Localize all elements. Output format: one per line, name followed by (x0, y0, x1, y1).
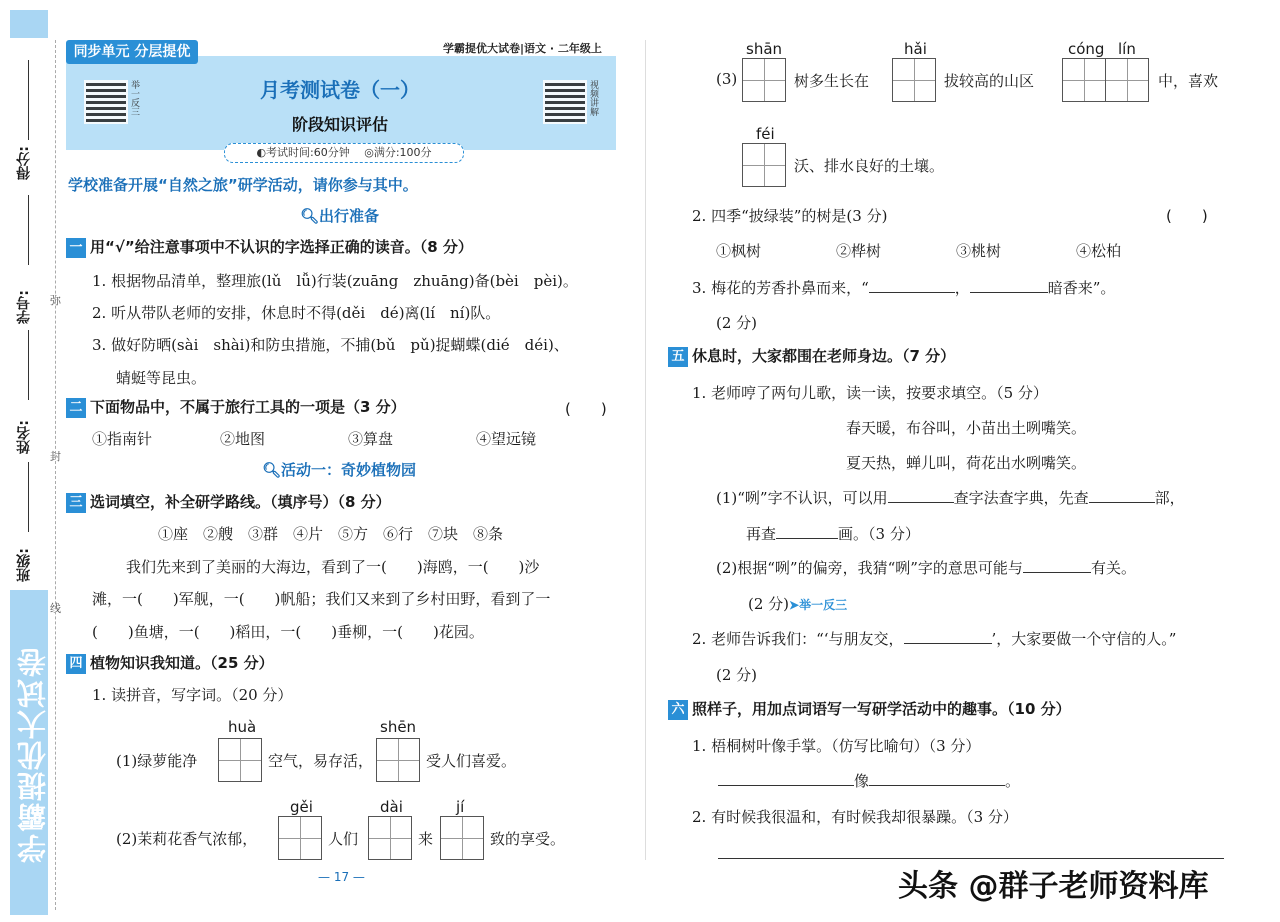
s1-item-4: 蜻蜓等昆虫。 (116, 369, 207, 387)
s4-sub3-mid1: 树多生长在 (794, 72, 870, 90)
s4-q3-part-b: ， (954, 279, 970, 297)
section-3-badge: 三 (66, 493, 86, 513)
pinyin-fei: féi (756, 125, 775, 143)
pinyin-ji: jí (456, 798, 465, 816)
s5-song-2: 夏天热，蝉儿叫，荷花出水咧嘴笑。 (846, 454, 1087, 472)
s5-q2-score: (2 分) (716, 666, 758, 684)
s4-q3 (692, 277, 1115, 298)
s1-item-3: 3. 做好防晒(sài shài)和防虫措施，不捕(bǔ pǔ)捉蝴蝶(dié déi)、 (92, 336, 569, 354)
s1-item-2: 2. 听从带队老师的安排，休息时不得(děi dé)离(lí ní)队。 (92, 304, 501, 322)
section-2-heading (66, 396, 406, 418)
section-4-heading (66, 652, 274, 674)
s2-option-4: ④望远镜 (476, 430, 537, 448)
activity-prep-label: 出行准备 (319, 207, 380, 225)
s4-q2-option-3: ③桃树 (956, 242, 1002, 260)
s6-q1-answer (718, 770, 1020, 791)
section-6-title: 照样子，用加点词语写一写研学活动中的趣事。（10 分） (692, 700, 1071, 718)
section-2-title: 下面物品中，不属于旅行工具的一项是（3 分） (90, 398, 406, 416)
s5-sub1 (716, 487, 1185, 508)
s5-sub1-blank-2[interactable] (1089, 502, 1155, 503)
s5-sub1-blank-1[interactable] (888, 502, 954, 503)
s3-line-1: 我们先来到了美丽的大海边，看到了一( )海鸥，一( )沙 (126, 558, 540, 576)
s4-q2-answer-blank[interactable]: ( ) (1166, 207, 1208, 225)
s4-q2-option-4: ④松柏 (1076, 242, 1122, 260)
pinyin-dai: dài (380, 798, 403, 816)
s6-q2: 2. 有时候我很温和，有时候我却很暴躁。（3 分） (692, 808, 1018, 826)
s4-sub3-prefix: (3) (716, 70, 738, 88)
s4-sub1-mid: 空气，易存活， (268, 752, 374, 770)
writing-box[interactable] (1062, 58, 1106, 102)
score-label: 得分: (16, 146, 32, 180)
page-title: 月考测试卷（一） (260, 78, 420, 102)
s6-q2-answer-line[interactable] (718, 858, 1224, 859)
activity-one-heading (262, 459, 416, 480)
pinyin-hua: huà (228, 718, 257, 736)
section-6-badge: 六 (668, 700, 688, 720)
section-2-badge: 二 (66, 398, 86, 418)
section-5-title: 休息时，大家都围在老师身边。（7 分） (692, 347, 956, 365)
writing-box[interactable] (1105, 58, 1149, 102)
pinyin-cong: cóng (1068, 40, 1105, 58)
section-4-title: 植物知识我知道。（25 分） (90, 654, 274, 672)
s5-sub1-d: 再查 (746, 525, 777, 543)
cut-mark-3: 线 (50, 602, 61, 615)
s5-sub2-a: (2)根据“咧”的偏旁，我猜“咧”字的意思可能与 (716, 559, 1023, 577)
s5-sub1-line2 (746, 523, 920, 544)
writing-box[interactable] (440, 816, 484, 860)
name-label: 姓名: (16, 420, 32, 454)
student-no-label: 学号: (16, 290, 32, 324)
s5-sub2-score: (2 分) (748, 595, 790, 613)
section-1-title: 用“√”给注意事项中不认识的字选择正确的读音。（8 分） (90, 238, 473, 256)
s2-option-3: ③算盘 (348, 430, 394, 448)
qr-left-caption: 举一反三 (129, 80, 139, 116)
s1-item-1: 1. 根据物品清单，整理旅(lǔ lǚ)行装(zuāng zhuāng)备(bèi pèi)。 (92, 272, 578, 290)
s4-q2-option-2: ②桦树 (836, 242, 882, 260)
s6-q1: 1. 梧桐树叶像手掌。（仿写比喻句）（3 分） (692, 737, 981, 755)
s5-q2-blank[interactable] (904, 643, 992, 644)
s4-q3-blank-2[interactable] (970, 292, 1048, 293)
section-5-heading (668, 345, 955, 367)
column-divider (645, 40, 646, 860)
s5-sub1-e: 画。（3 分） (838, 525, 920, 543)
cut-line (55, 40, 56, 910)
score-line (28, 195, 29, 265)
search-icon: 🔍︎ (262, 461, 282, 479)
s5-sub1-blank-3[interactable] (776, 538, 838, 539)
qr-right-caption: 视频讲解 (588, 80, 598, 116)
s4-q3-part-a: 3. 梅花的芳香扑鼻而来，“ (692, 279, 869, 297)
s4-q2-option-1: ①枫树 (716, 242, 762, 260)
cut-mark-1: 弥 (50, 294, 61, 307)
s6-q1-blank-2[interactable] (869, 785, 1005, 786)
s5-sub2-score-line (748, 593, 847, 614)
s4-q3-blank-1[interactable] (869, 292, 955, 293)
s5-sub1-b: 查字法查字典，先查 (953, 489, 1089, 507)
intro-text: 学校准备开展“自然之旅”研学活动，请你参与其中。 (68, 176, 418, 194)
s5-q1: 1. 老师哼了两句儿歌，读一读，按要求填空。（5 分） (692, 384, 1048, 402)
writing-box[interactable] (218, 738, 262, 782)
s4-sub2-mid2: 来 (418, 830, 434, 848)
activity-one-label: 活动一：奇妙植物园 (281, 461, 417, 479)
s4-q3-part-c: 暗香来”。 (1047, 279, 1116, 297)
section-6-heading (668, 698, 1071, 720)
s4-sub2-prefix: (2)茉莉花香气浓郁， (116, 830, 258, 848)
s5-sub2-blank[interactable] (1023, 572, 1091, 573)
s4-sub1-prefix: (1)绿萝能净 (116, 752, 198, 770)
page-subtitle: 阶段知识评估 (291, 115, 388, 134)
watermark: 头条 @群子老师资料库 (898, 869, 1209, 904)
s4-q3-score: (2 分) (716, 314, 758, 332)
s5-sub2-b: 有关。 (1090, 559, 1136, 577)
s6-q1-blank-1[interactable] (718, 785, 854, 786)
writing-box[interactable] (742, 143, 786, 187)
s4-sub2-mid1: 人们 (328, 830, 359, 848)
s3-line-2: 滩，一( )军舰，一( )帆船；我们又来到了乡村田野，看到了一 (92, 590, 551, 608)
s3-line-3: ( )鱼塘，一( )稻田，一( )垂柳，一( )花园。 (92, 623, 484, 641)
binding-gutter (0, 0, 62, 922)
s4-q2: 2. 四季“披绿装”的树是(3 分) (692, 207, 888, 225)
s4-sub2-suffix: 致的享受。 (490, 830, 566, 848)
name-line (28, 462, 29, 532)
brand-title: 学霸提优大试卷 (16, 646, 50, 864)
section-1-badge: 一 (66, 238, 86, 258)
section-4-badge: 四 (66, 654, 86, 674)
page-number: — 17 — (318, 870, 365, 884)
section-5-badge: 五 (668, 347, 688, 367)
s5-sub1-a: (1)“咧”字不认识，可以用 (716, 489, 888, 507)
s2-option-2: ②地图 (220, 430, 266, 448)
s6-q1-like: 像 (854, 772, 870, 790)
series-label: 学霸提优大试卷|语文 · 二年级上 (443, 42, 602, 55)
pinyin-shan: shān (746, 40, 783, 58)
s4-q1: 1. 读拼音，写字词。（20 分） (92, 686, 293, 704)
search-icon: 🔍︎ (300, 207, 320, 225)
pinyin-shen: shēn (380, 718, 417, 736)
s2-option-1: ①指南针 (92, 430, 153, 448)
writing-box[interactable] (892, 58, 936, 102)
student-no-line (28, 330, 29, 400)
writing-box[interactable] (278, 816, 322, 860)
s5-q2 (692, 628, 1176, 649)
s5-song-1: 春天暖，布谷叫，小苗出土咧嘴笑。 (846, 419, 1087, 437)
writing-box[interactable] (368, 816, 412, 860)
s4-sub1-suffix: 受人们喜爱。 (426, 752, 517, 770)
s4-sub3-suffix: 中，喜欢 (1158, 72, 1219, 90)
s5-sub2 (716, 557, 1136, 578)
section-1-heading (66, 236, 473, 258)
pinyin-lin: lín (1118, 40, 1136, 58)
s6-q1-end: 。 (1005, 772, 1021, 790)
pinyin-hai: hǎi (904, 40, 927, 58)
s2-answer-blank[interactable]: ( ) (565, 400, 607, 418)
activity-prep-heading (300, 205, 379, 226)
unit-tab: 同步单元 分层提优 (66, 40, 198, 64)
pinyin-gei: gěi (290, 798, 313, 816)
exam-info: ◐考试时间:60分钟 ◎满分:100分 (224, 143, 464, 163)
writing-box[interactable] (376, 738, 420, 782)
cut-mark-2: 封 (50, 450, 61, 463)
exam-header (66, 56, 616, 150)
s5-sub2-tag: ➤举一反三 (789, 598, 848, 612)
section-3-heading (66, 491, 391, 513)
writing-box[interactable] (742, 58, 786, 102)
section-3-title: 选词填空，补全研学路线。（填序号）（8 分） (90, 493, 391, 511)
s3-choices: ①座 ②艘 ③群 ④片 ⑤方 ⑥行 ⑦块 ⑧条 (158, 525, 504, 543)
s4-sub3b-text: 沃、排水良好的土壤。 (794, 157, 945, 175)
s5-sub1-c: 部， (1154, 489, 1185, 507)
class-label: 班级: (16, 548, 32, 582)
s5-q2-b: ’，大家要做一个守信的人。” (991, 630, 1177, 648)
gutter-top-band (10, 10, 48, 38)
s5-q2-a: 2. 老师告诉我们：“‘与朋友交， (692, 630, 904, 648)
s4-sub3-mid2: 拔较高的山区 (944, 72, 1035, 90)
